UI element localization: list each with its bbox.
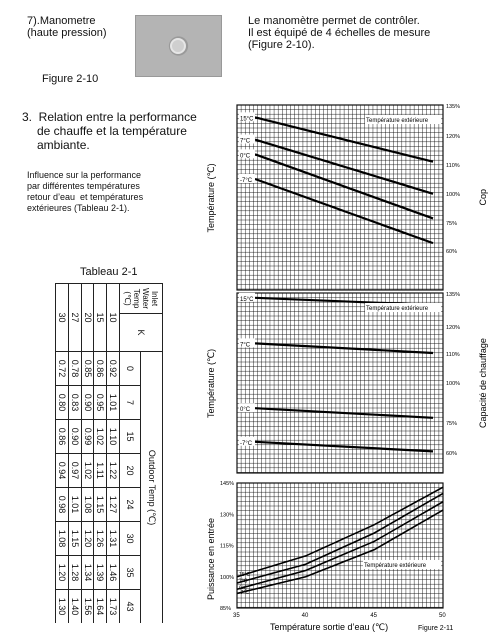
table-cell: 1.73: [107, 590, 120, 624]
chart2-legend: Température extérieure: [366, 306, 429, 312]
table-outdoor-temp: 43: [119, 590, 140, 624]
section-para-line2: par différentes températures: [27, 181, 140, 191]
table-cell: 1.08: [81, 488, 94, 522]
manometre-photo: [135, 15, 222, 77]
manometre-desc-line3: (Figure 2-10).: [248, 39, 315, 51]
chart1-y2tick: 60%: [446, 249, 458, 255]
table-inlet-header: [119, 284, 162, 314]
table-cell: 0.99: [81, 420, 94, 454]
table-cell: 1.26: [94, 522, 107, 556]
chart1-y2tick: 135%: [446, 104, 461, 110]
manometre-title-line1: 7).Manometre: [27, 15, 96, 27]
table-cell: 0.80: [56, 386, 69, 420]
table-cell: 1.40: [68, 590, 81, 624]
chart2-ylabel: Température (℃): [206, 348, 216, 418]
chart3-xtick: 35: [233, 613, 240, 619]
chart1-series-label: 7°C: [240, 138, 251, 145]
chart2-y2tick: 135%: [446, 292, 461, 298]
chart3-ylabel: Puissance en entrée: [206, 517, 216, 600]
chart3-ytick: 85%: [220, 606, 232, 612]
table-cell: 1.08: [56, 522, 69, 556]
figure-2-11-charts: [200, 100, 496, 643]
chart1-series-label: 15°C: [240, 116, 254, 123]
table-row: [68, 284, 81, 624]
table-cell: 0.83: [68, 386, 81, 420]
section-heading-line2: de chauffe et la température: [37, 124, 187, 138]
figure-2-11-label: Figure 2-11: [418, 625, 454, 632]
chart1-legend: Température extérieure: [366, 118, 429, 124]
chart3-legend: Température extérieure: [364, 563, 427, 569]
table-cell: 0.95: [94, 386, 107, 420]
chart2-y2tick: 110%: [446, 352, 460, 358]
chart1-y2tick: 110%: [446, 163, 460, 169]
table-cell: 1.30: [56, 590, 69, 624]
chart3-ytick: 130%: [220, 512, 235, 519]
table-header-row: [140, 284, 162, 624]
table-cell: 1.01: [68, 488, 81, 522]
chart2-y2tick: 100%: [446, 381, 461, 387]
chart3-ytick: 115%: [220, 543, 234, 550]
table-cell: 1.64: [94, 590, 107, 624]
table-2-1: [55, 283, 163, 623]
manometre-desc-line2: Il est équipé de 4 échelles de mesure: [248, 27, 431, 39]
chart3-xtick: 40: [301, 613, 309, 619]
chart2-y2tick: 120%: [446, 325, 461, 331]
table-cell: 1.22: [107, 454, 120, 488]
table-inlet-header-line3: Temp: [132, 288, 141, 309]
table-cell: 1.10: [107, 420, 120, 454]
manometre-title-line2: (haute pression): [27, 27, 107, 39]
table-cell: 1.39: [94, 556, 107, 590]
chart1-y2label: Cop: [478, 188, 488, 206]
table-outdoor-temp: 15: [119, 420, 140, 454]
chart1-ylabel: Température (℃): [206, 163, 216, 233]
table-cell: 1.28: [68, 556, 81, 590]
table-row: [56, 284, 69, 624]
table-row: [81, 284, 94, 624]
chart3-series-label: 0°C: [239, 585, 248, 592]
table-cell: 0.90: [68, 420, 81, 454]
section-heading-line3: ambiante.: [37, 138, 90, 152]
table-inlet-value: 15: [94, 284, 107, 352]
table-outdoor-temp: 0: [119, 352, 140, 386]
table-cell: 1.20: [56, 556, 69, 590]
table-cell: 0.92: [107, 352, 120, 386]
chart1-y2tick: 100%: [446, 192, 461, 198]
chart3-xlabel: Température sortie d’eau (℃): [270, 622, 389, 632]
table-cell: 1.27: [107, 488, 120, 522]
table-cell: 1.56: [81, 590, 94, 624]
chart2-y2tick: 75%: [446, 421, 458, 427]
chart2-y2tick: 60%: [446, 451, 458, 457]
table-cell: 0.97: [68, 454, 81, 488]
table-cell: 1.11: [94, 454, 107, 488]
figure-2-10-label: Figure 2-10: [42, 73, 99, 85]
table-inlet-value: 30: [56, 284, 69, 352]
table-row: [94, 284, 107, 624]
table-cell: 0.86: [94, 352, 107, 386]
table-cell: 1.02: [81, 454, 94, 488]
chart1-series-label: -7°C: [240, 178, 253, 184]
table-cell: 0.86: [56, 420, 69, 454]
section-heading-line1: 3. Relation entre la performance: [22, 110, 197, 124]
chart1-y2tick: 120%: [446, 134, 461, 140]
manometre-desc-line1: Le manomètre permet de contrôler.: [248, 15, 420, 27]
chart2-series-label: 7°C: [240, 342, 251, 349]
table-cell: 0.78: [68, 352, 81, 386]
section-para-line1: Influence sur la performance: [27, 170, 142, 180]
table-inlet-header-line2: Water: [141, 287, 150, 310]
table-inlet-value: 27: [68, 284, 81, 352]
table-row: [107, 284, 120, 624]
section-para-line4: extérieures (Tableau 2-1).: [27, 203, 130, 213]
chart2-series-label: 0°C: [240, 407, 251, 414]
chart3-xtick: 50: [439, 613, 446, 619]
table-cell: 1.31: [107, 522, 120, 556]
table-outdoor-temp: 35: [119, 556, 140, 590]
chart3-xtick: 45: [370, 613, 378, 619]
table-cell: 0.94: [56, 454, 69, 488]
table-cell: 1.01: [107, 386, 120, 420]
table-inlet-header-line4: (℃): [123, 291, 132, 306]
chart2-series-label: -7°C: [240, 440, 253, 447]
table-cell: 1.20: [81, 522, 94, 556]
table-2-1-grid: [55, 283, 163, 623]
table-caption: Tableau 2-1: [80, 266, 138, 278]
table-cell: 0.98: [56, 488, 69, 522]
manometre-knob-icon: [170, 38, 186, 54]
chart3-series-label: 15°C: [239, 571, 251, 578]
table-cell: 0.72: [56, 352, 69, 386]
table-outdoor-temp: 20: [119, 454, 140, 488]
table-cell: 1.15: [68, 522, 81, 556]
table-cell: 0.90: [81, 386, 94, 420]
chart3-series-label: 7°C: [239, 578, 248, 585]
chart2-series-label: 15°C: [240, 296, 254, 303]
table-outdoor-temp: 30: [119, 522, 140, 556]
table-outdoor-header: Outdoor Temp (℃): [140, 352, 162, 624]
chart1-y2tick: 75%: [446, 221, 458, 227]
chart1-series-label: 0°C: [240, 153, 251, 160]
table-inlet-value: 20: [81, 284, 94, 352]
table-corner-label: K: [119, 314, 162, 352]
chart3-ytick: 145%: [220, 481, 235, 487]
table-cell: 1.46: [107, 556, 120, 590]
table-inlet-value: 10: [107, 284, 120, 352]
table-cell: 1.02: [94, 420, 107, 454]
section-para-line3: retour d’eau et températures: [27, 192, 144, 202]
chart3-ytick: 100%: [220, 574, 235, 581]
table-cell: 0.85: [81, 352, 94, 386]
table-cell: 1.34: [81, 556, 94, 590]
table-cell: 1.15: [94, 488, 107, 522]
table-outdoor-temp: 7: [119, 386, 140, 420]
chart2-y2label: Capacité de chauffage: [478, 338, 488, 428]
table-outdoor-temp: 24: [119, 488, 140, 522]
table-inlet-header-line1: Inlet: [150, 290, 159, 307]
chart3-series-label: -7°C: [239, 589, 250, 596]
